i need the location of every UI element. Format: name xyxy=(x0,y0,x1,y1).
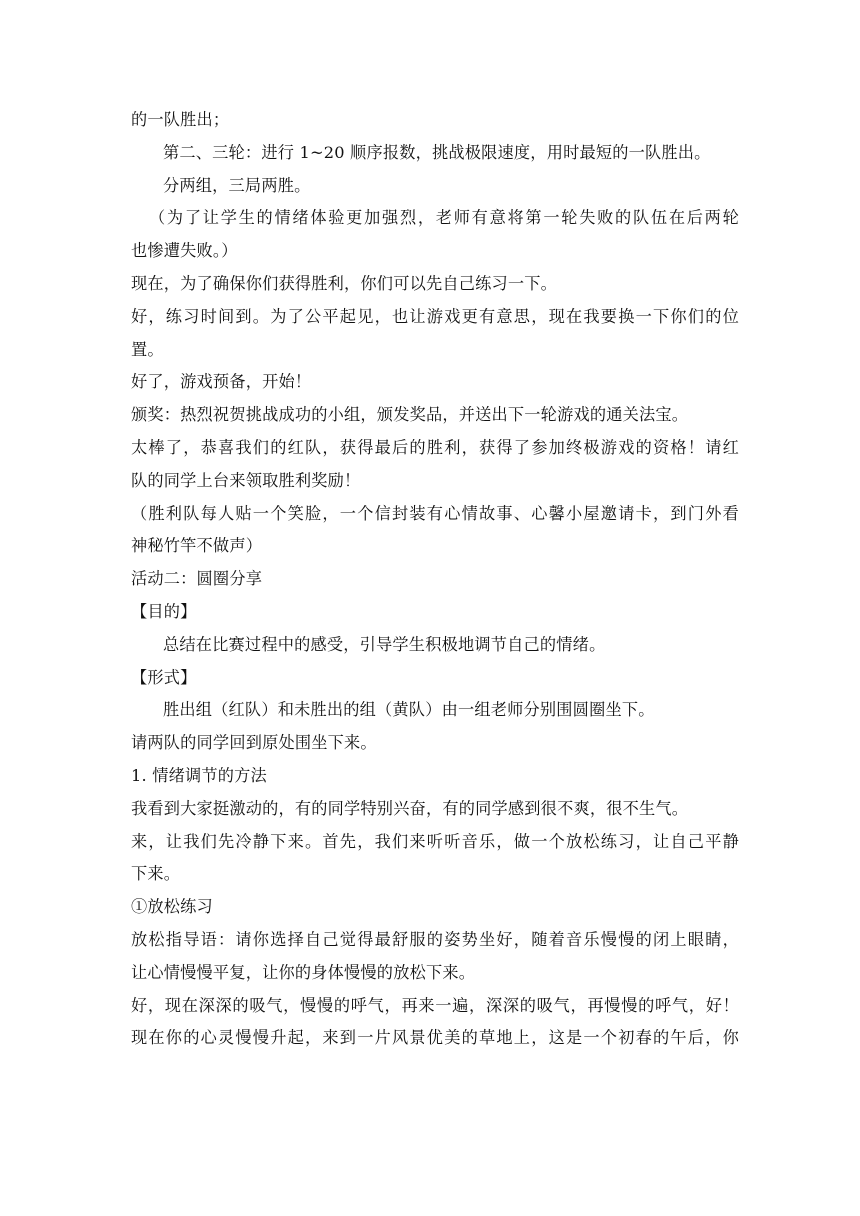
text-line: 的一队胜出； xyxy=(131,110,230,129)
text-line: 我看到大家挺激动的，有的同学特别兴奋，有的同学感到很不爽，很不生气。 xyxy=(131,798,689,818)
text-line: 好，练习时间到。为了公平起见，也让游戏更有意思，现在我要换一下你们的位 xyxy=(131,306,739,326)
text-line: 颁奖：热烈祝贺挑战成功的小组，颁发奖品，并送出下一轮游戏的通关法宝。 xyxy=(131,405,689,425)
text-line: 让心情慢慢平复，让你的身体慢慢的放松下来。 xyxy=(131,962,476,982)
text-line: 第二、三轮：进行 1~20 顺序报数，挑战极限速度，用时最短的一队胜出。 xyxy=(163,142,711,162)
text-line: 太棒了，恭喜我们的红队，获得最后的胜利，获得了参加终极游戏的资格！请红 xyxy=(131,437,739,457)
text-line: （为了让学生的情绪体验更加强烈，老师有意将第一轮失败的队伍在后两轮 xyxy=(149,208,739,228)
text-line: 现在，为了确保你们获得胜利，你们可以先自己练习一下。 xyxy=(131,273,558,293)
text-line: 分两组，三局两胜。 xyxy=(163,175,311,195)
text-line: 总结在比赛过程中的感受，引导学生积极地调节自己的情绪。 xyxy=(163,634,606,654)
subsection-heading: 【目的】 xyxy=(131,601,197,621)
text-line: 来，让我们先冷静下来。首先，我们来听听音乐，做一个放松练习，让自己平静 xyxy=(131,831,739,851)
numbered-heading: 1. 情绪调节的方法 xyxy=(131,765,267,785)
text-line: 放松指导语：请你选择自己觉得最舒服的姿势坐好，随着音乐慢慢的闭上眼睛， xyxy=(131,929,739,949)
text-line: 也惨遭失败。） xyxy=(131,241,238,261)
text-line: （胜利队每人贴一个笑脸，一个信封装有心情故事、心馨小屋邀请卡，到门外看 xyxy=(131,503,739,523)
text-line: 神秘竹竿不做声） xyxy=(131,536,263,556)
text-line: 队的同学上台来领取胜利奖励！ xyxy=(131,470,361,490)
text-line: 胜出组（红队）和未胜出的组（黄队）由一组老师分别围圆圈坐下。 xyxy=(163,700,655,720)
text-line: 现在你的心灵慢慢升起，来到一片风景优美的草地上，这是一个初春的午后，你 xyxy=(131,1028,739,1048)
text-line: 下来。 xyxy=(131,864,181,884)
text-line: 置。 xyxy=(131,339,164,359)
text-line: 请两队的同学回到原处围坐下来。 xyxy=(131,733,377,753)
numbered-heading: ①放松练习 xyxy=(131,897,213,917)
subsection-heading: 【形式】 xyxy=(131,667,197,687)
section-heading: 活动二：圆圈分享 xyxy=(131,569,263,589)
document-body xyxy=(131,104,739,1055)
text-line: 好了，游戏预备，开始！ xyxy=(131,372,312,392)
text-line: 好，现在深深的吸气，慢慢的呼气，再来一遍，深深的吸气，再慢慢的呼气，好！ xyxy=(131,995,739,1015)
